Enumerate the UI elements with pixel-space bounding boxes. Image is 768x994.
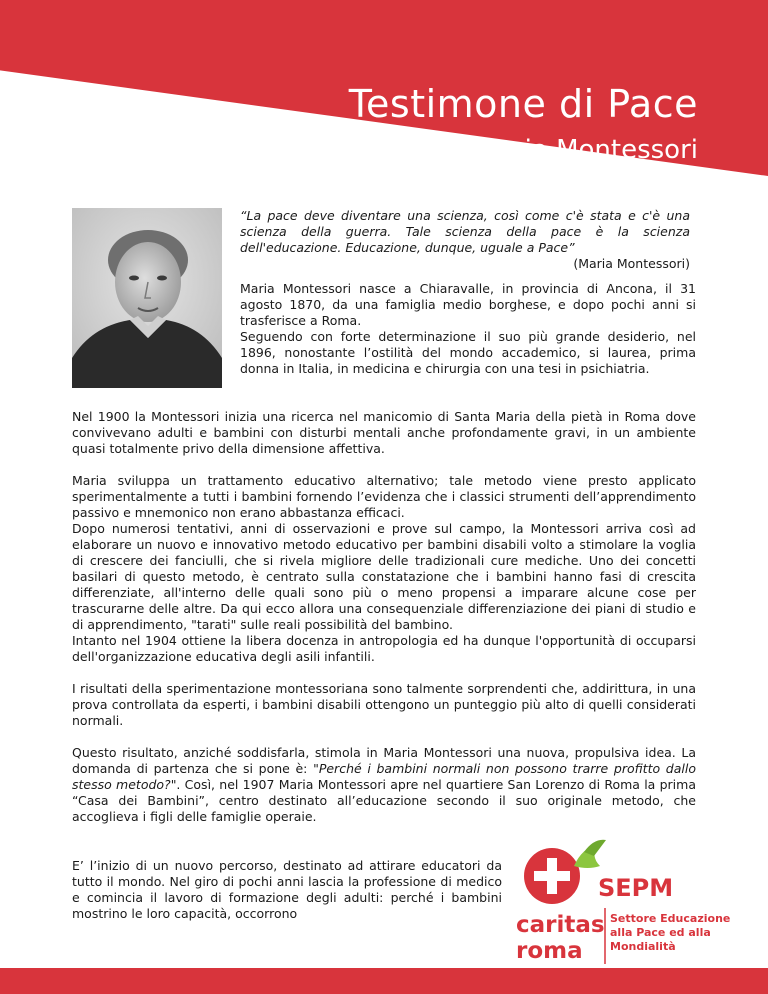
- sepm-label: SEPM: [598, 874, 674, 902]
- bio-section: [240, 281, 696, 377]
- page-title: Testimone di Pace: [348, 82, 698, 126]
- paragraph: I risultati della sperimentazione montessoriana sono talmente sorprendenti che, addirittura, in una prova controllata da esperti, i bambini disabili ottengono un punteggio più alto di quelli considerati normali.: [72, 681, 696, 728]
- quote-text: “La pace deve diventare una scienza, così come c'è stata e c'è una scienza della guerra. Tale scienza della pace è la scienza dell'educazione. Educazione, dunque, uguale a Pace”: [240, 208, 690, 255]
- quote-author: (Maria Montessori): [573, 256, 690, 271]
- paragraph: Nel 1900 la Montessori inizia una ricerca nel manicomio di Santa Maria della pietà in Roma dove convivevano adulti e bambini con disturbi mentali anche profondamente gravi, in un ambiente quasi totalmente privo della dimensione affettiva.: [72, 409, 696, 456]
- page-subtitle: Maria Montessori: [475, 135, 698, 165]
- paragraph: [72, 745, 696, 825]
- footer-bar: [0, 968, 768, 994]
- paragraph: Dopo numerosi tentativi, anni di osservazioni e prove sul campo, la Montessori arriva così ad elaborare un nuovo e innovativo metodo educativo per bambini disabili volto a stimolare la voglia di crescere dei fanciulli, che si rivela migliore delle tradizionali cure mediche. Uno dei concetti basilari di questo metodo, è centrato sulla constatazione che i bambini hanno fasi di crescita differenziate, all'interno delle quali sono più o meno propensi a imparare alcune cose per trascurarne delle altre. Da qui ecco allora una consequenziale differenziazione dei piani di studio e di apprendimento, "tarati" sulle reali possibilità del bambino.: [72, 521, 696, 632]
- main-text: [72, 409, 696, 841]
- paragraph: Maria sviluppa un trattamento educativo alternativo; tale metodo viene presto applicato sperimentalmente a tutti i bambini fornendo l’evidenza che i classici strumenti dell’apprendimento passivo e mnemonico non erano abbastanza efficaci.: [72, 473, 696, 520]
- caritas-sepm-logo: [514, 836, 731, 976]
- paragraph-text: Questo risultato, anziché soddisfarla, stimola in Maria Montessori una nuova, propulsiva idea. La domanda di partenza che si pone è: ": [72, 745, 696, 776]
- question-text: Perché i bambini normali non possono trarre profitto dallo stesso metodo?: [72, 761, 696, 792]
- closing-paragraph: E’ l’inizio di un nuovo percorso, destinato ad attirare educatori da tutto il mondo. Nel giro di pochi anni lascia la professione di medico e comincia il lavoro di formazione degli adulti: perché i bambini mostrino le loro capacità, occorrono: [72, 858, 502, 921]
- bio-paragraph: Maria Montessori nasce a Chiaravalle, in provincia di Ancona, il 31 agosto 1870, da una famiglia medio borghese, e dopo pochi anni si trasferisce a Roma.: [240, 281, 696, 328]
- caritas-label: caritas: [516, 912, 605, 938]
- sepm-line3: Mondialità: [610, 940, 676, 953]
- paragraph: Intanto nel 1904 ottiene la libera docenza in antropologia ed ha dunque l'opportunità di occuparsi dell'organizzazione educativa degli asili infantili.: [72, 633, 696, 664]
- roma-label: roma: [516, 938, 583, 964]
- bio-paragraph: Seguendo con forte determinazione il suo più grande desiderio, nel 1896, nonostante l’ostilità del mondo accademico, si laurea, prima donna in Italia, in medicina e chirurgia con una tesi in psichiatria.: [240, 329, 696, 376]
- paragraph-text: ". Così, nel 1907 Maria Montessori apre nel quartiere San Lorenzo di Roma la prima “Casa dei Bambini”, centro destinato all’educazione secondo il suo originale metodo, che accoglieva i figli delle famiglie operaie.: [72, 777, 696, 824]
- sepm-line2: alla Pace ed alla: [610, 926, 711, 939]
- sepm-line1: Settore Educazione: [610, 912, 731, 925]
- portrait-photo: [72, 208, 222, 388]
